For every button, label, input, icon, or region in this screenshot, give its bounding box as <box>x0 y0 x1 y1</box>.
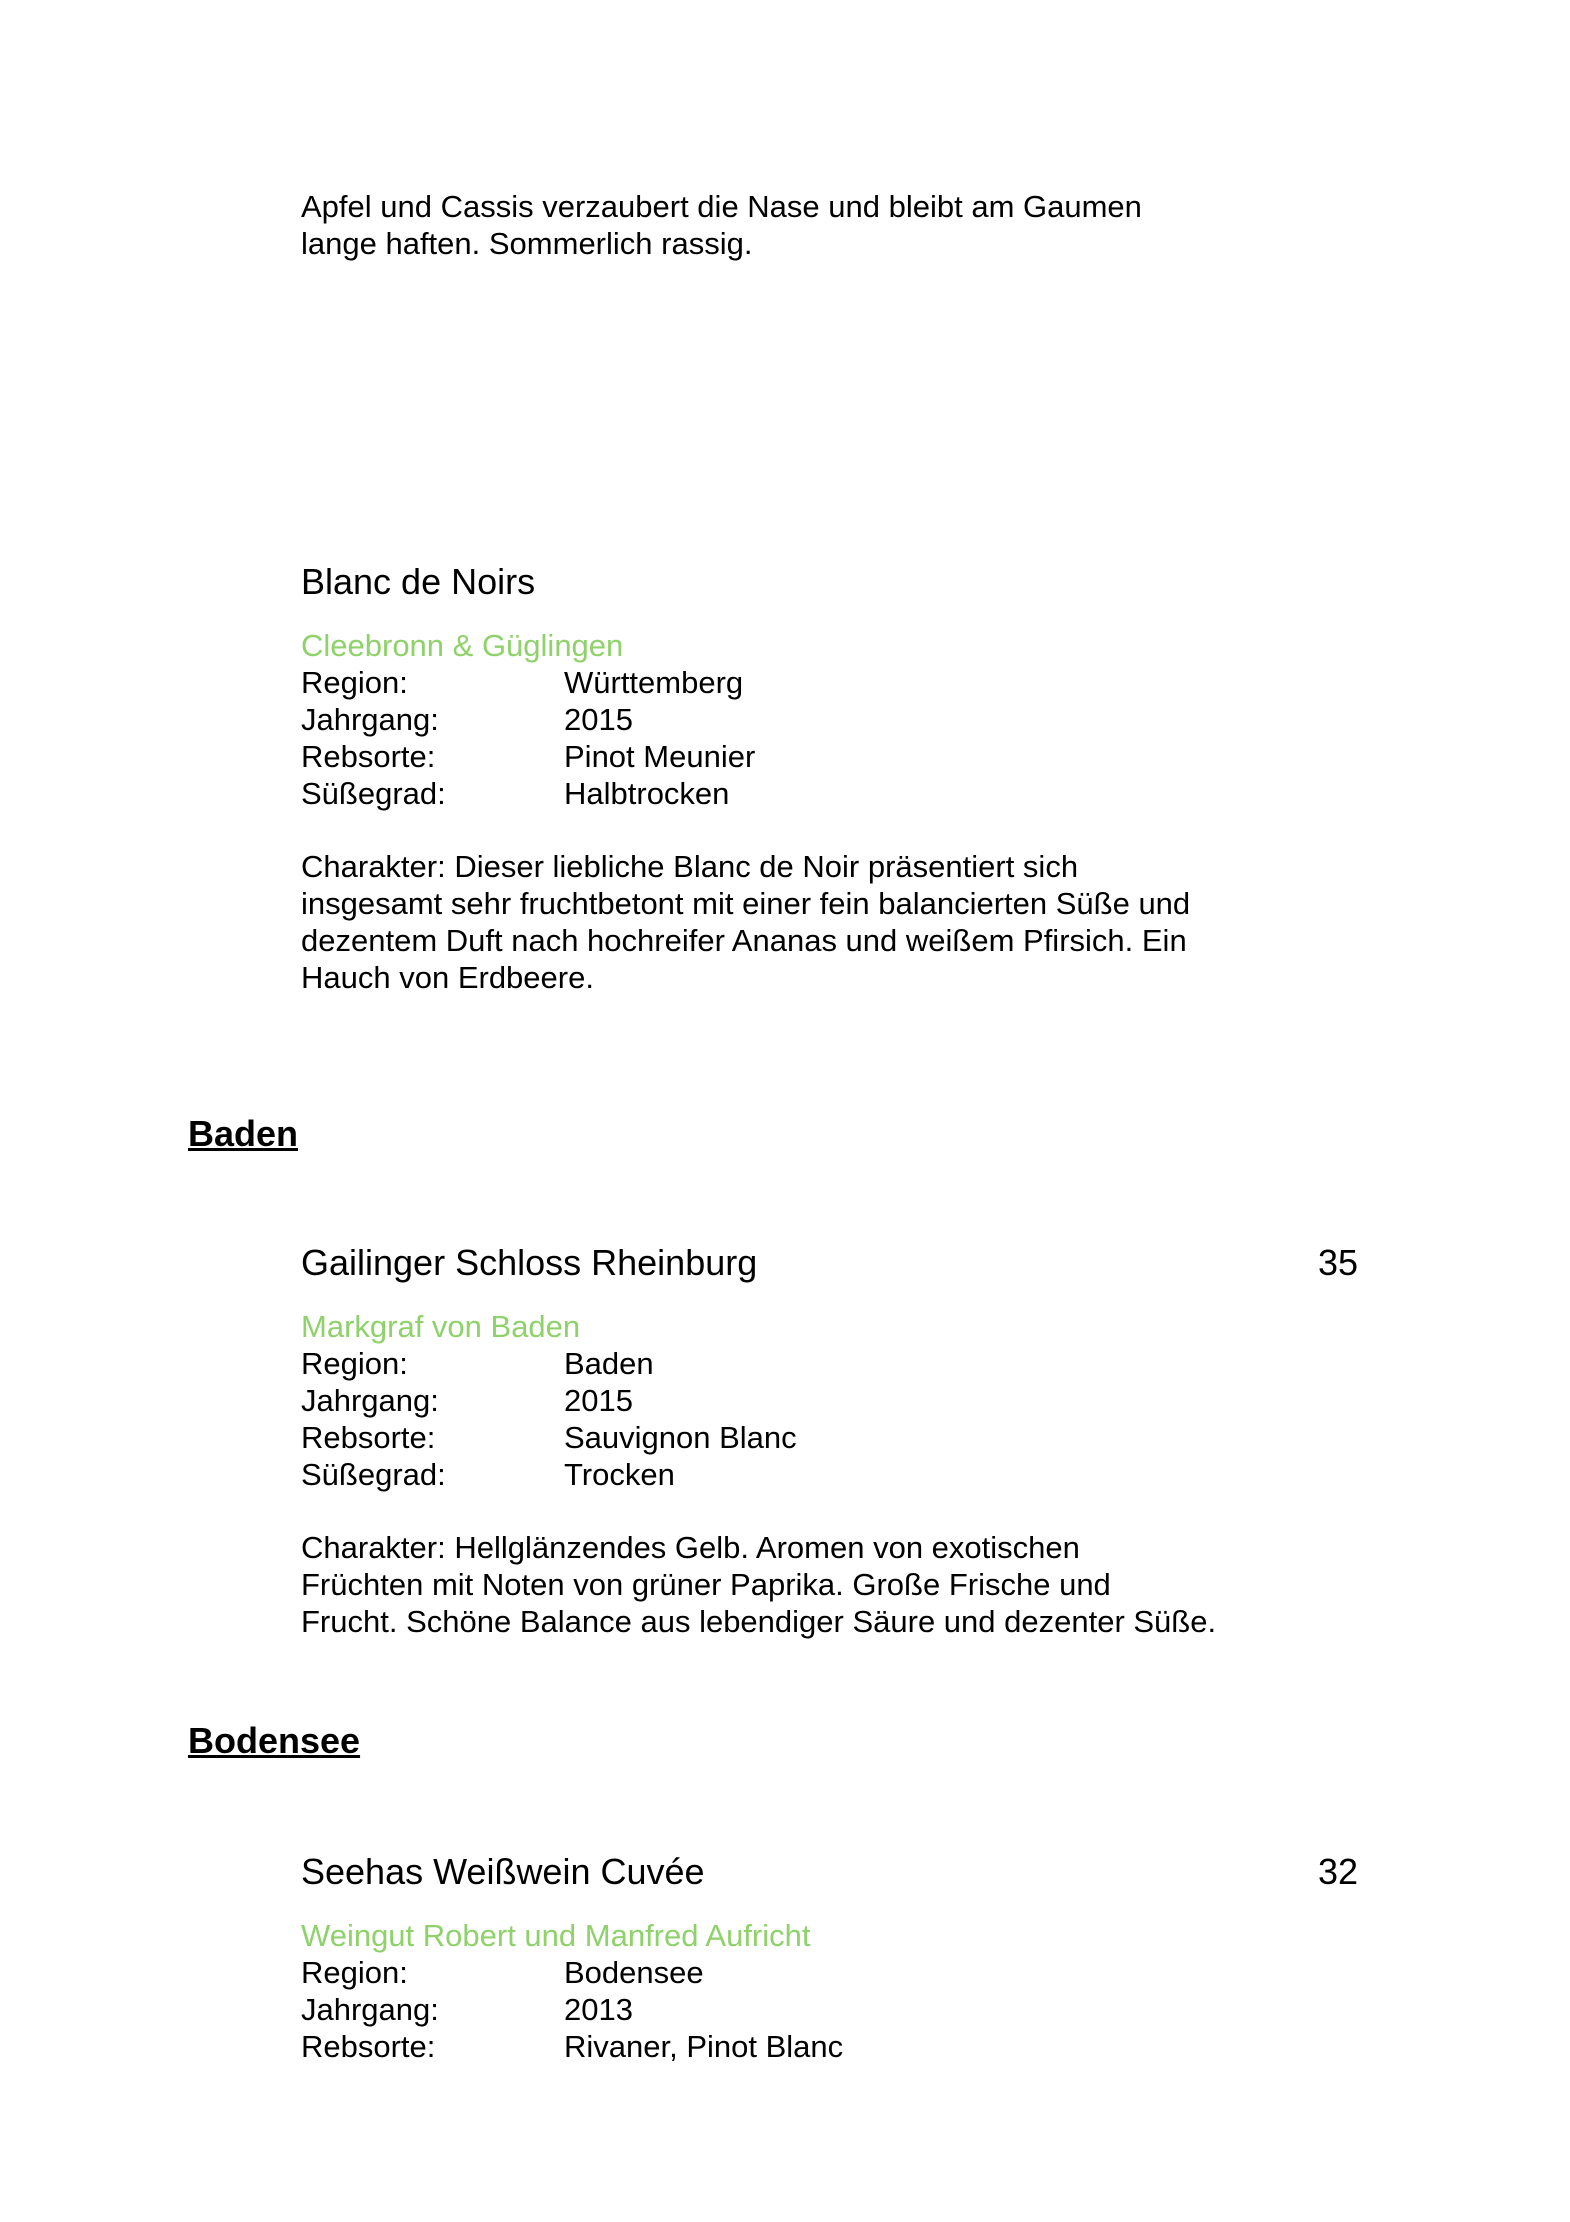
detail-label: Süßegrad: <box>301 1457 446 1492</box>
detail-row-region <box>301 1954 843 1991</box>
character-line: insgesamt sehr fruchtbetont mit einer fein balancierten Süße und <box>301 886 1191 921</box>
detail-label: Region: <box>301 665 408 700</box>
detail-value: Sauvignon Blanc <box>564 1420 797 1455</box>
wine-details <box>301 1954 843 2065</box>
detail-row-rebsorte <box>301 2028 843 2065</box>
wine-details <box>301 1345 797 1493</box>
wine-price: 32 <box>1317 1851 1358 1892</box>
wine-character <box>301 1529 1301 1640</box>
detail-value: 2013 <box>564 1992 633 2027</box>
wine-details <box>301 664 755 812</box>
wine-character <box>301 848 1301 996</box>
wine-producer: Markgraf von Baden <box>301 1309 581 1344</box>
detail-row-region <box>301 1345 797 1382</box>
detail-value: 2015 <box>564 1383 633 1418</box>
wine-title: Blanc de Noirs <box>301 561 536 602</box>
detail-row-rebsorte <box>301 1419 797 1456</box>
intro-paragraph <box>301 188 1301 262</box>
detail-row-suessegrad <box>301 1456 797 1493</box>
detail-label: Rebsorte: <box>301 2029 436 2064</box>
character-line: Früchten mit Noten von grüner Paprika. Große Frische und <box>301 1567 1111 1602</box>
detail-value: Rivaner, Pinot Blanc <box>564 2029 844 2064</box>
detail-row-region <box>301 664 755 701</box>
wine-producer: Cleebronn & Güglingen <box>301 628 624 663</box>
detail-label: Süßegrad: <box>301 776 446 811</box>
wine-price: 35 <box>1317 1242 1358 1283</box>
character-line: dezentem Duft nach hochreifer Ananas und weißem Pfirsich. Ein <box>301 923 1187 958</box>
detail-row-jahrgang <box>301 701 755 738</box>
detail-value: Bodensee <box>564 1955 704 1990</box>
detail-row-rebsorte <box>301 738 755 775</box>
detail-label: Region: <box>301 1346 408 1381</box>
detail-label: Jahrgang: <box>301 1992 439 2027</box>
section-heading-baden: Baden <box>188 1113 299 1154</box>
detail-label: Rebsorte: <box>301 739 436 774</box>
detail-value: Trocken <box>564 1457 675 1492</box>
detail-row-suessegrad <box>301 775 755 812</box>
detail-label: Jahrgang: <box>301 702 439 737</box>
character-line: Frucht. Schöne Balance aus lebendiger Säure und dezenter Süße. <box>301 1604 1217 1639</box>
detail-value: Württemberg <box>564 665 744 700</box>
detail-value: Pinot Meunier <box>564 739 756 774</box>
wine-title: Seehas Weißwein Cuvée <box>301 1851 705 1892</box>
detail-row-jahrgang <box>301 1991 843 2028</box>
character-line: Hauch von Erdbeere. <box>301 960 594 995</box>
intro-line: lange haften. Sommerlich rassig. <box>301 226 753 261</box>
detail-row-jahrgang <box>301 1382 797 1419</box>
character-line: Charakter: Hellglänzendes Gelb. Aromen von exotischen <box>301 1530 1080 1565</box>
detail-label: Region: <box>301 1955 408 1990</box>
wine-producer: Weingut Robert und Manfred Aufricht <box>301 1918 811 1953</box>
detail-value: Halbtrocken <box>564 776 730 811</box>
detail-label: Rebsorte: <box>301 1420 436 1455</box>
detail-label: Jahrgang: <box>301 1383 439 1418</box>
wine-title: Gailinger Schloss Rheinburg <box>301 1242 758 1283</box>
detail-value: 2015 <box>564 702 633 737</box>
character-line: Charakter: Dieser liebliche Blanc de Noir präsentiert sich <box>301 849 1079 884</box>
section-heading-bodensee: Bodensee <box>188 1720 361 1761</box>
detail-value: Baden <box>564 1346 654 1381</box>
intro-line: Apfel und Cassis verzaubert die Nase und bleibt am Gaumen <box>301 189 1142 224</box>
